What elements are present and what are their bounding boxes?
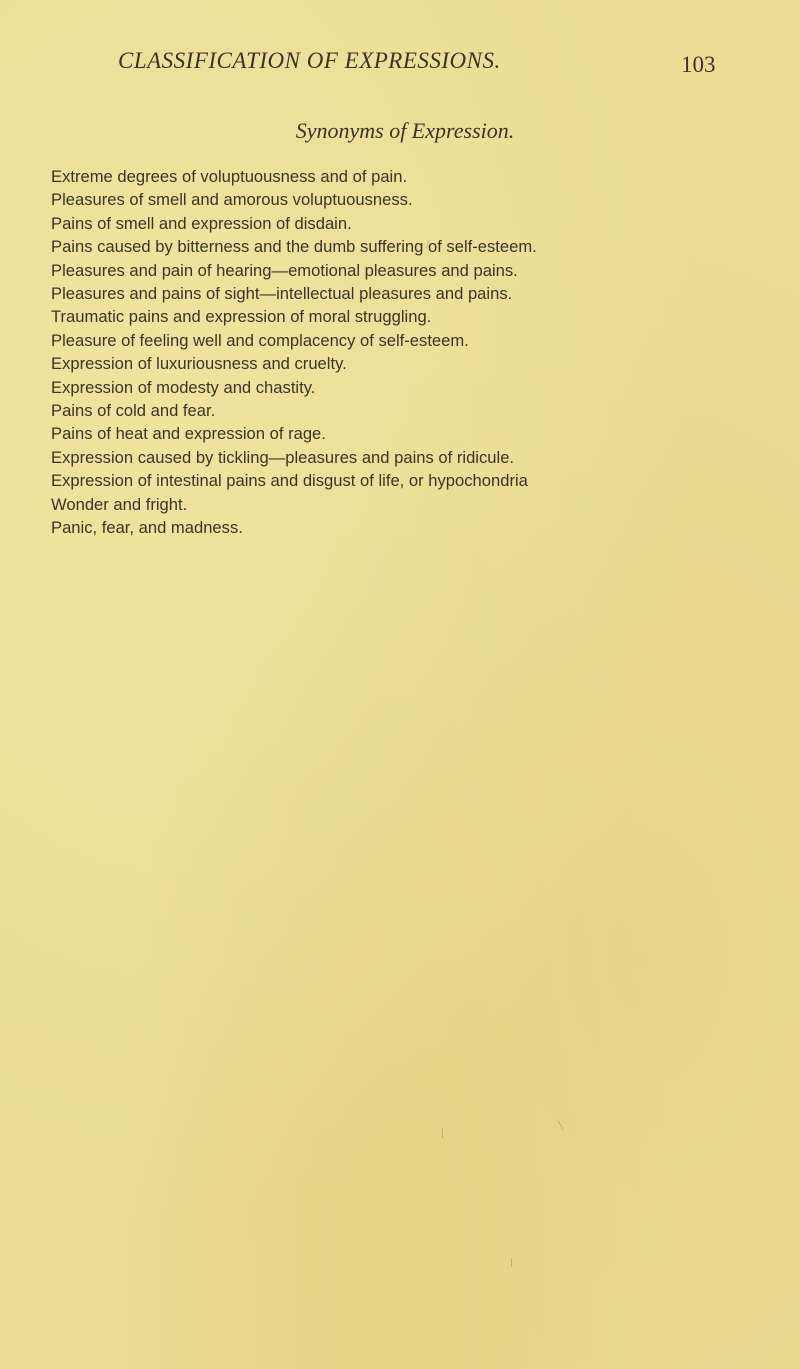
- page-number: 103: [681, 52, 716, 77]
- list-item: Extreme degrees of voluptuousness and of pain.: [51, 167, 408, 186]
- list-item: Wonder and fright.: [51, 494, 188, 514]
- paper-mark: [511, 1258, 512, 1267]
- list-item: Pains caused by bitterness and the dumb suffering of self-esteem.: [51, 237, 537, 257]
- list-item: Traumatic pains and expression of moral struggling.: [51, 307, 432, 327]
- section-title: Synonyms of Expression.: [295, 118, 515, 143]
- list-item: Pleasures of smell and amorous voluptuousness.: [51, 190, 413, 210]
- list-item: Pleasures and pains of sight—intellectual pleasures and pains.: [51, 284, 513, 304]
- list-item: Pains of heat and expression of rage.: [51, 424, 326, 444]
- list-item: Pains of smell and expression of disdain.: [51, 213, 352, 233]
- list-item: Expression of luxuriousness and cruelty.: [51, 354, 347, 374]
- list-item: Pleasure of feeling well and complacency of self-esteem.: [51, 330, 469, 350]
- list-item: Pleasures and pain of hearing—emotional pleasures and pains.: [51, 260, 518, 280]
- list-item: Panic, fear, and madness.: [51, 518, 243, 538]
- list-item: Expression of intestinal pains and disgust of life, or hypochondria: [51, 471, 528, 491]
- list-item: Expression of modesty and chastity.: [51, 377, 316, 397]
- paper-mark: [442, 1128, 443, 1138]
- paper-mark: [558, 1120, 564, 1129]
- running-head: CLASSIFICATION OF EXPRESSIONS.: [118, 48, 501, 73]
- list-item: Expression caused by tickling—pleasures and pains of ridicule.: [51, 447, 515, 467]
- synonym-list: [51, 165, 537, 540]
- list-item: Pains of cold and fear.: [51, 401, 216, 421]
